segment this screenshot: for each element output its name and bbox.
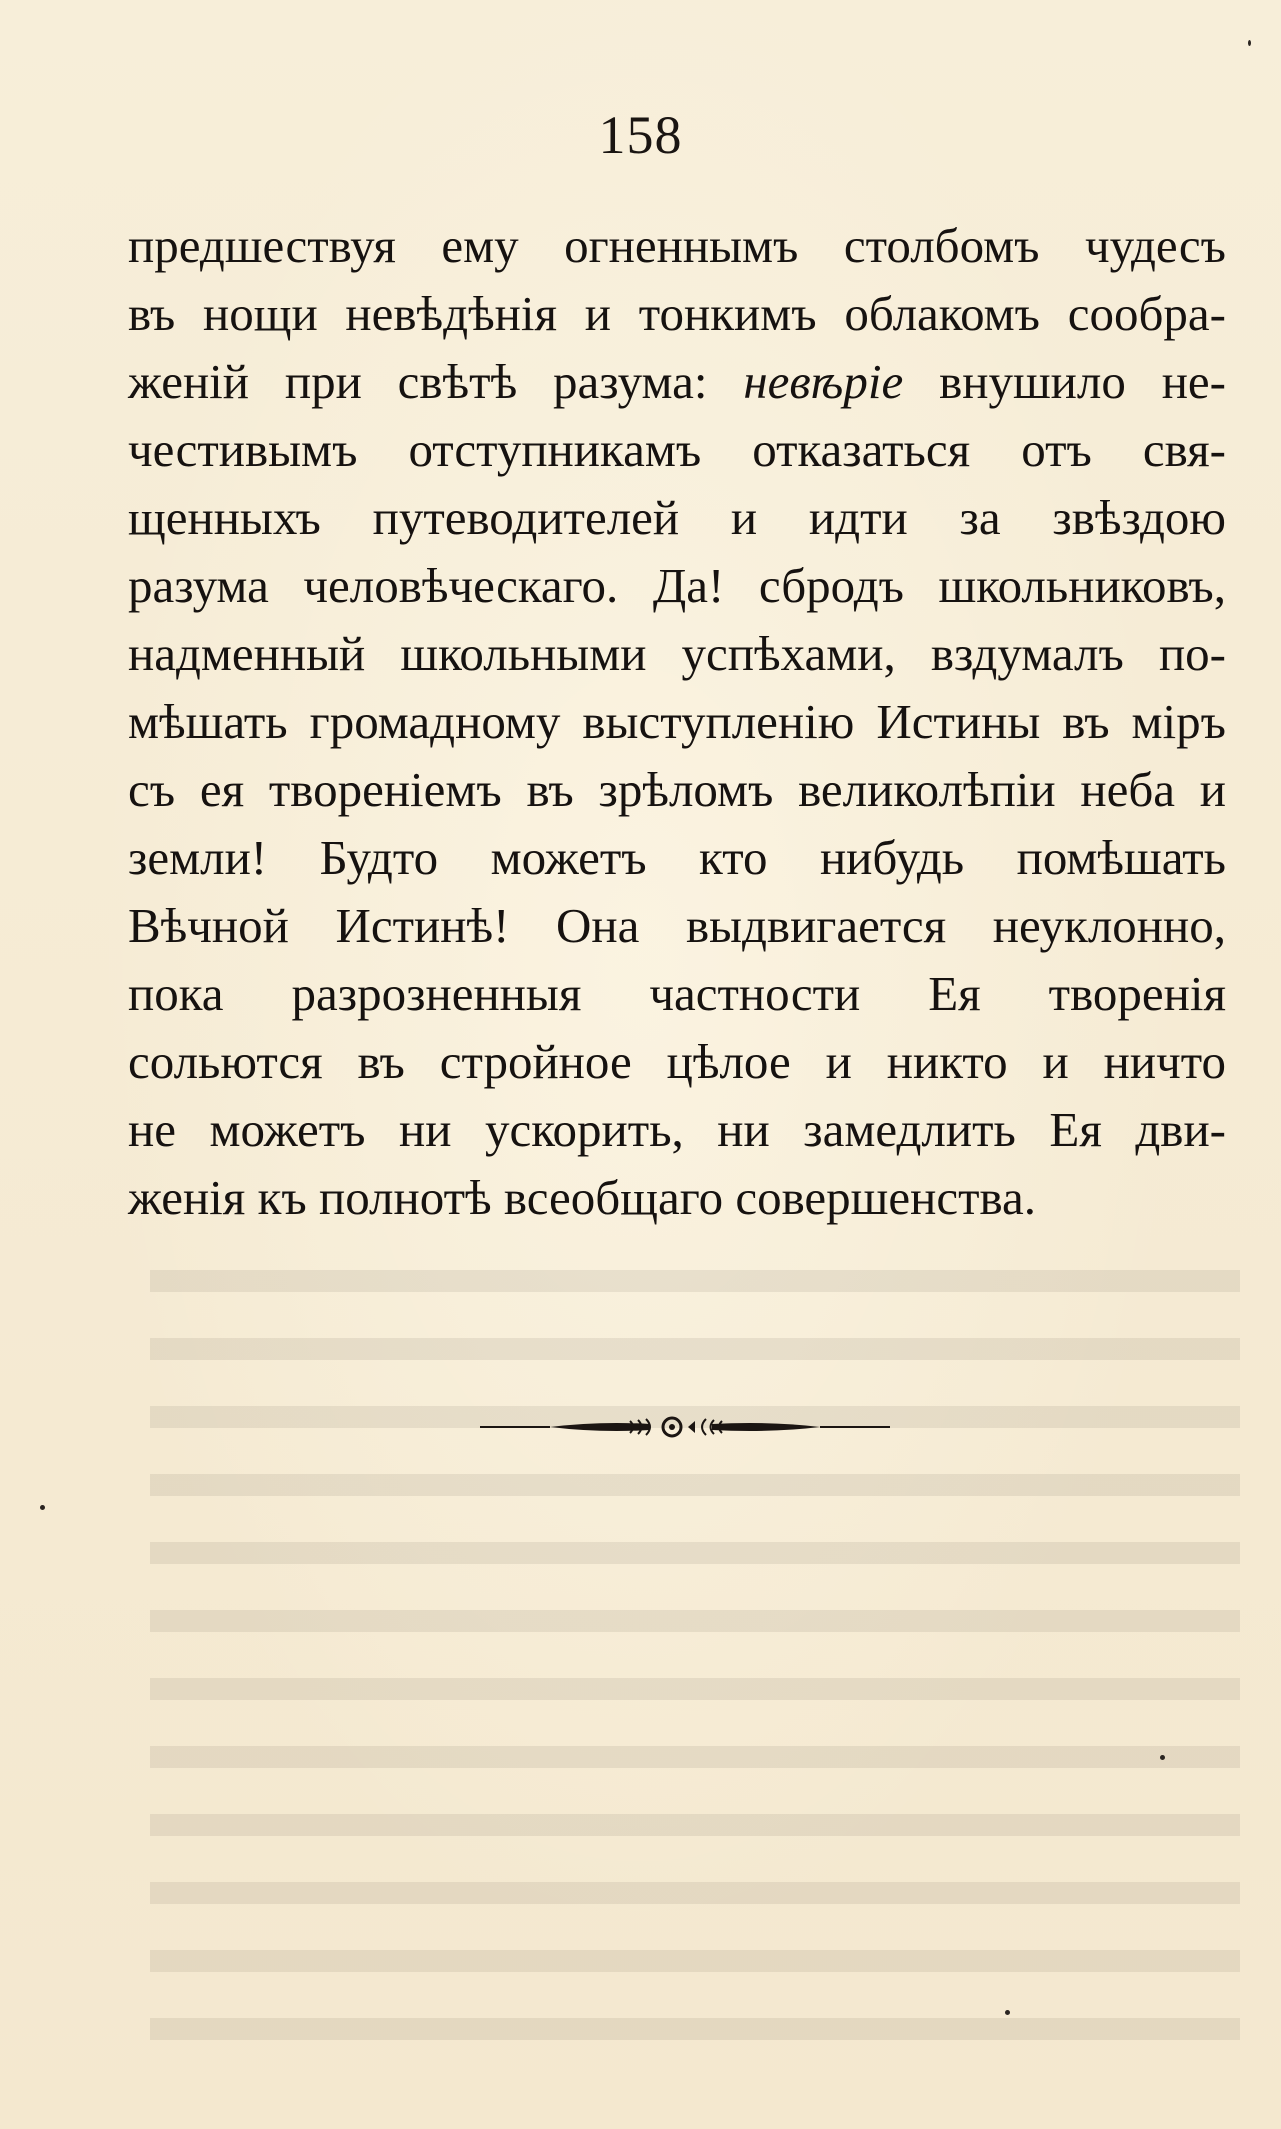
italic-word: невѣріе <box>743 354 904 409</box>
text-line-3 <box>128 348 1226 416</box>
paper-speck <box>1160 1755 1165 1760</box>
text-line-15: женія къ полнотѣ всеобщаго совершенства. <box>128 1170 1037 1225</box>
paper-speck <box>40 1505 45 1510</box>
text-line-1: предшествуя ему огненнымъ столбомъ чудесъ <box>128 218 1226 273</box>
text-line-10: земли! Будто можетъ кто нибудь помѣшать <box>128 830 1226 885</box>
text-line-3-start: женій при свѣтѣ разума: <box>128 354 708 409</box>
paper-speck <box>1248 40 1251 46</box>
text-line-14: не можетъ ни ускорить, ни замедлить Ея дви- <box>128 1102 1226 1157</box>
text-line-4: честивымъ отступникамъ отказаться отъ свя- <box>128 422 1226 477</box>
text-line-5: щенныхъ путеводителей и идти за звѣздою <box>128 490 1226 545</box>
paper-speck <box>1005 2010 1010 2015</box>
text-line-9: съ ея твореніемъ въ зрѣломъ великолѣпіи неба и <box>128 762 1226 817</box>
tailpiece-ornament <box>480 1412 890 1442</box>
text-line-8: мѣшать громадному выступленію Истины въ міръ <box>128 694 1226 749</box>
body-text <box>128 212 1226 1232</box>
text-line-12: пока разрозненныя частности Ея творенія <box>128 966 1226 1021</box>
text-line-2: въ нощи невѣдѣнія и тонкимъ облакомъ сообра- <box>128 286 1226 341</box>
text-line-3-end: внушило не- <box>939 354 1227 409</box>
text-line-6: разума человѣческаго. Да! сбродъ школьниковъ, <box>128 558 1226 613</box>
bleed-through-shadow <box>150 1240 1240 2060</box>
text-line-7: надменный школьными успѣхами, вздумалъ по- <box>128 626 1226 681</box>
page-number: 158 <box>598 105 683 165</box>
text-line-13: сольются въ стройное цѣлое и никто и ничто <box>128 1034 1226 1089</box>
text-line-11: Вѣчной Истинѣ! Она выдвигается неуклонно, <box>128 898 1226 953</box>
